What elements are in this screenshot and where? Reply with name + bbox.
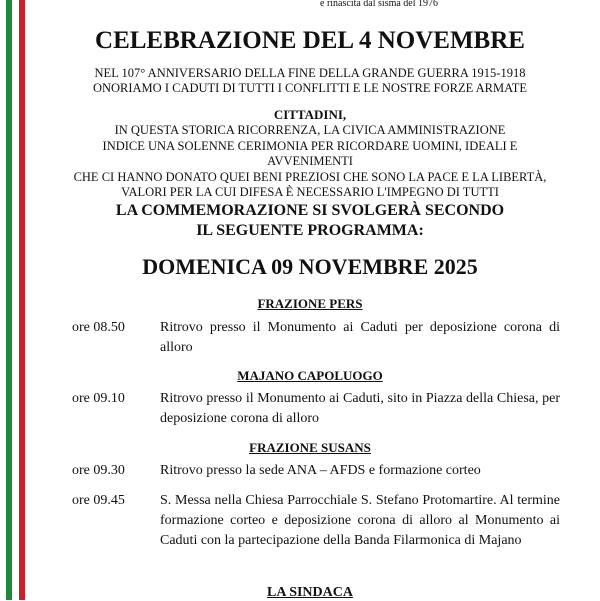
signature: LA SINDACA [267,585,353,600]
cittadini-body [60,123,560,201]
header-caption: e rinascita dal sisma del 1976 [320,0,439,9]
entry-description: Ritrovo presso il Monumento ai Caduti per deposizione corona di alloro [160,320,560,355]
flag-green-band [6,0,12,600]
cittadini-line: IN QUESTA STORICA RICORRENZA, LA CIVICA AMMINISTRAZIONE [114,123,506,137]
cittadini-line: CHE CI HANNO DONATO QUEI BENI PREZIOSI CHE SONO LA PACE E LA LIBERTÀ, [73,169,547,184]
intro-line: ONORIAMO I CADUTI DI TUTTI I CONFLITTI E LE NOSTRE FORZE ARMATE [92,81,528,95]
entry-time: ore 09.45 [72,493,125,508]
entry-description: S. Messa nella Chiesa Parrocchiale S. Stefano Protomartire. Al termine formazione corteo e deposizione corona di alloro al Monumento ai Caduti con la partecipazione della Banda Filarmonica di Majano [160,493,560,548]
entry-time: ore 09.10 [72,391,125,406]
entry-time: ore 09.30 [72,463,125,478]
flag-white-band [13,0,18,600]
intro-text [60,66,560,96]
section-title-susans: FRAZIONE SUSANS [249,440,371,455]
event-date: DOMENICA 09 NOVEMBRE 2025 [142,254,478,279]
page-title: CELEBRAZIONE DEL 4 NOVEMBRE [95,27,525,54]
program-heading-line: LA COMMEMORAZIONE SI SVOLGERÀ SECONDO [115,202,505,219]
section-title-pers: FRAZIONE PERS [257,296,363,311]
cittadini-heading: CITTADINI, [273,107,347,122]
flag-red-band [19,0,25,600]
program-heading [60,201,560,241]
entry-time: ore 08.50 [72,320,125,335]
entry-description: Ritrovo presso la sede ANA – AFDS e formazione corteo [160,463,481,478]
section-title-majano: MAJANO CAPOLUOGO [237,368,383,383]
cittadini-line: INDICE UNA SOLENNE CERIMONIA PER RICORDARE UOMINI, IDEALI E AVVENIMENTI [102,138,518,168]
program-heading-line: IL SEGUENTE PROGRAMMA: [196,222,424,239]
intro-line: NEL 107° ANNIVERSARIO DELLA FINE DELLA GRANDE GUERRA 1915-1918 [94,66,526,80]
italian-flag-stripe [6,0,26,600]
entry-description: Ritrovo presso il Monumento ai Caduti, sito in Piazza della Chiesa, per deposizione corona di alloro [160,391,560,426]
cittadini-line: VALORI PER LA CUI DIFESA È NECESSARIO L'IMPEGNO DI TUTTI [121,185,499,199]
